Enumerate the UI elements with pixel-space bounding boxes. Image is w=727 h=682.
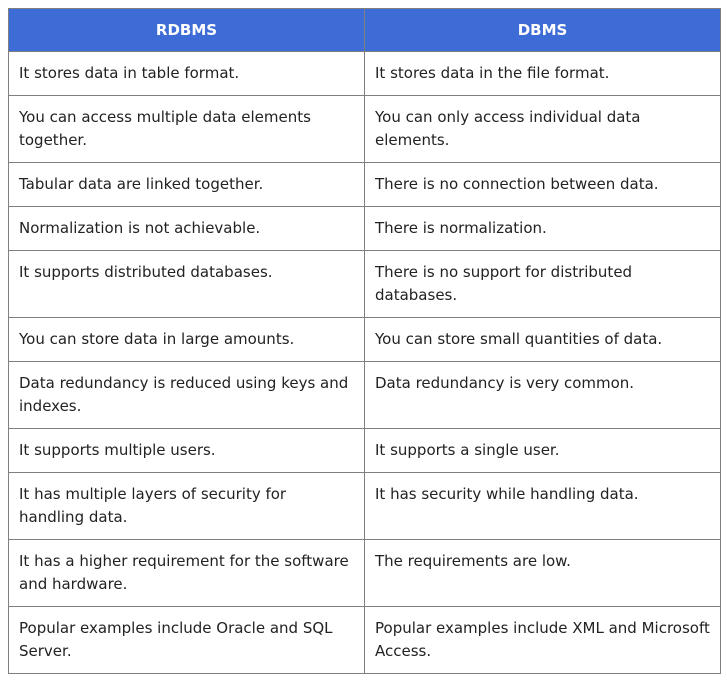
header-row bbox=[9, 9, 721, 52]
dbms-cell: There is no support for distributed databases. bbox=[365, 251, 721, 318]
dbms-cell: The requirements are low. bbox=[365, 540, 721, 607]
dbms-cell: It stores data in the file format. bbox=[365, 52, 721, 96]
table-row bbox=[9, 163, 721, 207]
rdbms-cell: Tabular data are linked together. bbox=[9, 163, 365, 207]
rdbms-cell: Normalization is not achievable. bbox=[9, 207, 365, 251]
rdbms-cell: It supports multiple users. bbox=[9, 429, 365, 473]
header-rdbms: RDBMS bbox=[9, 9, 365, 52]
table-row bbox=[9, 429, 721, 473]
dbms-cell: There is no connection between data. bbox=[365, 163, 721, 207]
dbms-cell: It has security while handling data. bbox=[365, 473, 721, 540]
dbms-cell: You can store small quantities of data. bbox=[365, 318, 721, 362]
dbms-cell: Data redundancy is very common. bbox=[365, 362, 721, 429]
dbms-cell: Popular examples include XML and Microsoft Access. bbox=[365, 607, 721, 674]
table-row bbox=[9, 607, 721, 674]
table-row bbox=[9, 52, 721, 96]
table-row bbox=[9, 473, 721, 540]
table-row bbox=[9, 251, 721, 318]
table-row bbox=[9, 207, 721, 251]
table-row bbox=[9, 362, 721, 429]
table-row bbox=[9, 318, 721, 362]
table-row bbox=[9, 540, 721, 607]
rdbms-cell: Popular examples include Oracle and SQL Server. bbox=[9, 607, 365, 674]
table-row bbox=[9, 96, 721, 163]
rdbms-cell: It supports distributed databases. bbox=[9, 251, 365, 318]
dbms-cell: There is normalization. bbox=[365, 207, 721, 251]
dbms-cell: You can only access individual data elements. bbox=[365, 96, 721, 163]
rdbms-cell: You can access multiple data elements together. bbox=[9, 96, 365, 163]
rdbms-cell: It has a higher requirement for the software and hardware. bbox=[9, 540, 365, 607]
comparison-table bbox=[8, 8, 721, 674]
rdbms-cell: You can store data in large amounts. bbox=[9, 318, 365, 362]
rdbms-cell: It stores data in table format. bbox=[9, 52, 365, 96]
rdbms-cell: Data redundancy is reduced using keys and indexes. bbox=[9, 362, 365, 429]
rdbms-cell: It has multiple layers of security for handling data. bbox=[9, 473, 365, 540]
header-dbms: DBMS bbox=[365, 9, 721, 52]
dbms-cell: It supports a single user. bbox=[365, 429, 721, 473]
